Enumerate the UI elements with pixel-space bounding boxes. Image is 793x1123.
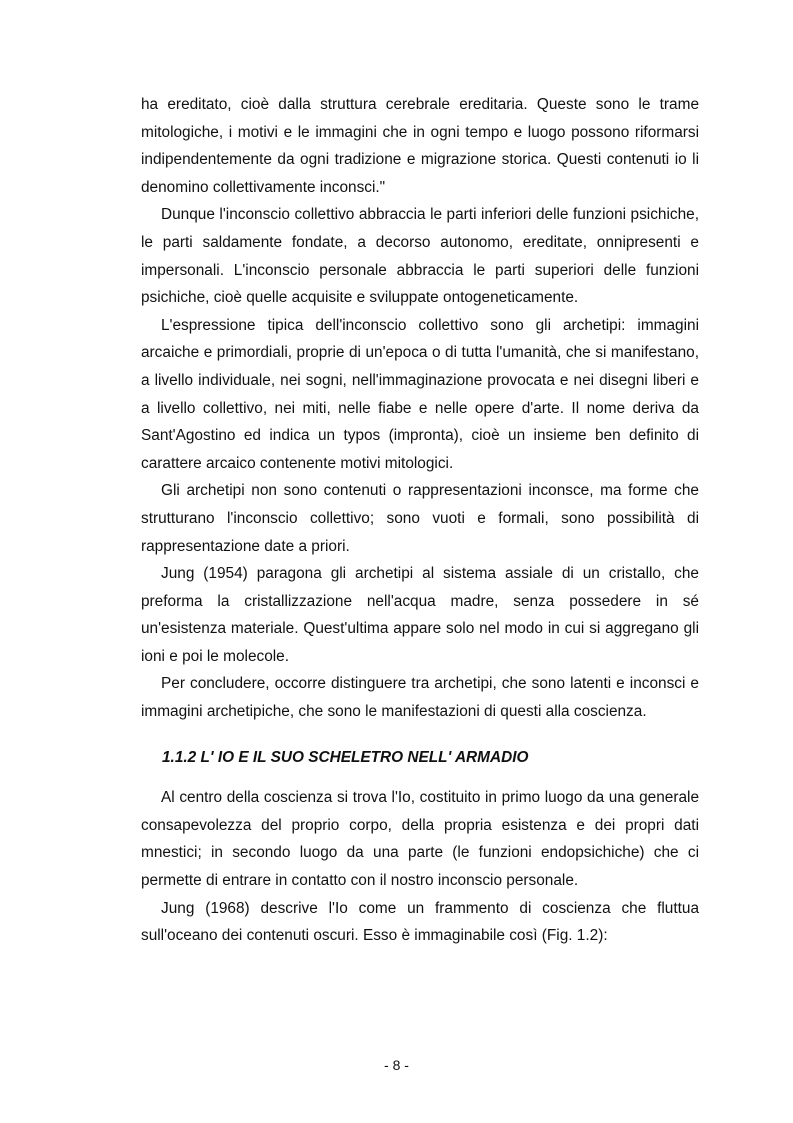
page-number: - 8 - [384,1057,409,1073]
paragraph: Dunque l'inconscio collettivo abbraccia le parti inferiori delle funzioni psichiche, le parti saldamente fondate, a decorso autonomo, ereditate, onnipresenti e impersonali. L'inconscio personale abbraccia le parti superiori delle funzioni psichiche, cioè quelle acquisite e sviluppate ontogeneticamente. [141,206,699,307]
paragraph: Per concludere, occorre distinguere tra archetipi, che sono latenti e inconsci e immagini archetipiche, che sono le manifestazioni di questi alla coscienza. [141,675,699,721]
paragraph: Jung (1954) paragona gli archetipi al sistema assiale di un cristallo, che preforma la cristallizzazione nell'acqua madre, senza possedere in sé un'esistenza materiale. Quest'ultima appare solo nel modo in cui si aggregano gli ioni e poi le molecole. [141,565,699,665]
paragraph: ha ereditato, cioè dalla struttura cerebrale ereditaria. Queste sono le trame mitologiche, i motivi e le immagini che in ogni tempo e luogo possono riformarsi indipendentemente da ogni tradizione e migrazione storica. Questi contenuti io li denomino collettivamente inconsci." [141,96,699,196]
section-heading: 1.1.2 L' IO E IL SUO SCHELETRO NELL' ARMADIO [162,748,529,766]
paragraph: Gli archetipi non sono contenuti o rappresentazioni inconsce, ma forme che strutturano l'inconscio collettivo; sono vuoti e formali, sono possibilità di rappresentazione date a priori. [141,482,699,555]
paragraph: L'espressione tipica dell'inconscio collettivo sono gli archetipi: immagini arcaiche e primordiali, proprie di un'epoca o di tutta l'umanità, che si manifestano, a livello individuale, nei sogni, nell'immaginazione provocata e nei disegni liberi e a livello collettivo, nei miti, nelle fiabe e nelle opere d'arte. Il nome deriva da Sant'Agostino ed indica un typos (impronta), cioè un insieme ben definito di carattere arcaico contenente motivi mitologici. [141,316,699,472]
document-body [141,91,699,950]
paragraph: Al centro della coscienza si trova l'Io, costituito in primo luogo da una generale consapevolezza del proprio corpo, della propria esistenza e dei propri dati mnestici; in secondo luogo da una parte (le funzioni endopsichiche) che ci permette di entrare in contatto con il nostro inconscio personale. [141,789,699,890]
paragraph: Jung (1968) descrive l'Io come un frammento di coscienza che fluttua sull'oceano dei contenuti oscuri. Esso è immaginabile così (Fig. 1.2): [141,899,699,945]
